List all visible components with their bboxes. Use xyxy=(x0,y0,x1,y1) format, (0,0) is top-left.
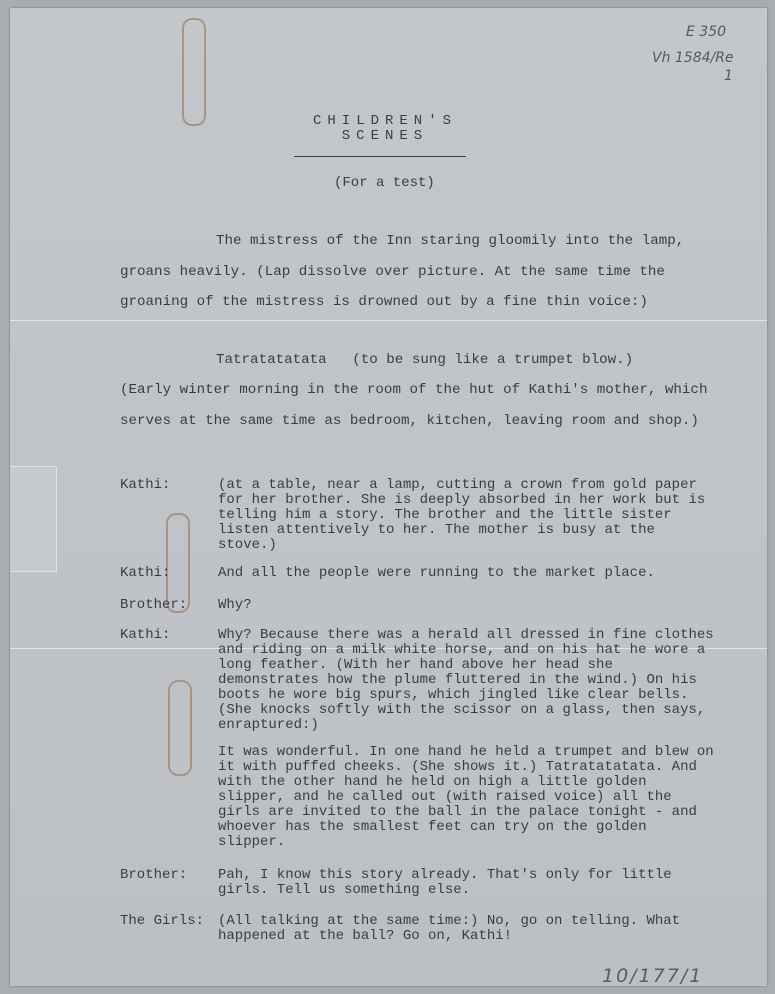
speaker-label: Kathi: xyxy=(120,477,171,493)
dialogue-text: It was wonderful. In one hand he held a trumpet and blew on it with puffed cheeks. (She shows it.) Tatratatatata. And with the other hand he held on high a little golden slipper, and he called out (with raised voice) all the girls are invited to the ball in the palace tonight - and whoever has the smallest feet can try on the golden slipper. xyxy=(218,744,714,850)
staple-mark-icon xyxy=(182,18,206,126)
title-line: CHILDREN'S xyxy=(312,113,457,129)
dialogue-text: Pah, I know this story already. That's only for little girls. Tell us something else. xyxy=(218,867,672,898)
speaker-label: Brother: xyxy=(120,867,188,883)
page-title xyxy=(295,114,475,144)
speaker-label: Kathi: xyxy=(120,627,171,643)
paperclip-icon xyxy=(168,680,192,776)
speaker-label: Brother: xyxy=(120,597,188,613)
dialogue-text: (All talking at the same time:) No, go on telling. What happened at the ball? Go on, Kathi! xyxy=(218,913,681,944)
dialogue-text: And all the people were running to the market place. xyxy=(218,565,655,581)
paper-tab xyxy=(10,466,57,572)
song-line: Tatratatatata (to be sung like a trumpet blow.) xyxy=(216,352,634,368)
speaker-label: The Girls: xyxy=(120,913,205,929)
dialogue-text: Why? Because there was a herald all dressed in fine clothes and riding on a milk white horse, and on his hat he wore a long feather. (With her hand above her head she demonstrates how the plume fluttered in the wind.) On his boots he wore big spurs, which jingled like clear bells. (She knocks softly with the scissor on a glass, then says, enraptured:) xyxy=(218,627,714,733)
speaker-label: Kathi: xyxy=(120,565,171,581)
archive-mark: Vh 1584/Re xyxy=(652,50,734,66)
paper-fold-line xyxy=(10,320,767,321)
intro-paragraph: The mistress of the Inn staring gloomily into the lamp, groans heavily. (Lap dissolve over picture. At the same time the groaning of the mistress is drowned out by a fine thin voice:) xyxy=(120,233,685,310)
archive-mark: 1 xyxy=(724,68,733,84)
title-underline xyxy=(294,156,466,157)
dialogue-text: Why? xyxy=(218,597,252,613)
setting-paragraph: (Early winter morning in the room of the hut of Kathi's mother, which serves at the same time as bedroom, kitchen, leaving room and shop.) xyxy=(120,382,708,429)
subtitle: (For a test) xyxy=(334,175,435,191)
dialogue-text: (at a table, near a lamp, cutting a crown from gold paper for her brother. She is deeply absorbed in her work but is telling him a story. The brother and the little sister listen attentively to her. The mother is busy at the stove.) xyxy=(218,477,706,553)
title-line: SCENES xyxy=(341,128,429,144)
archive-mark: E 350 xyxy=(686,24,727,40)
typewritten-page xyxy=(10,8,767,986)
page-stamp: 10/177/1 xyxy=(602,965,704,986)
